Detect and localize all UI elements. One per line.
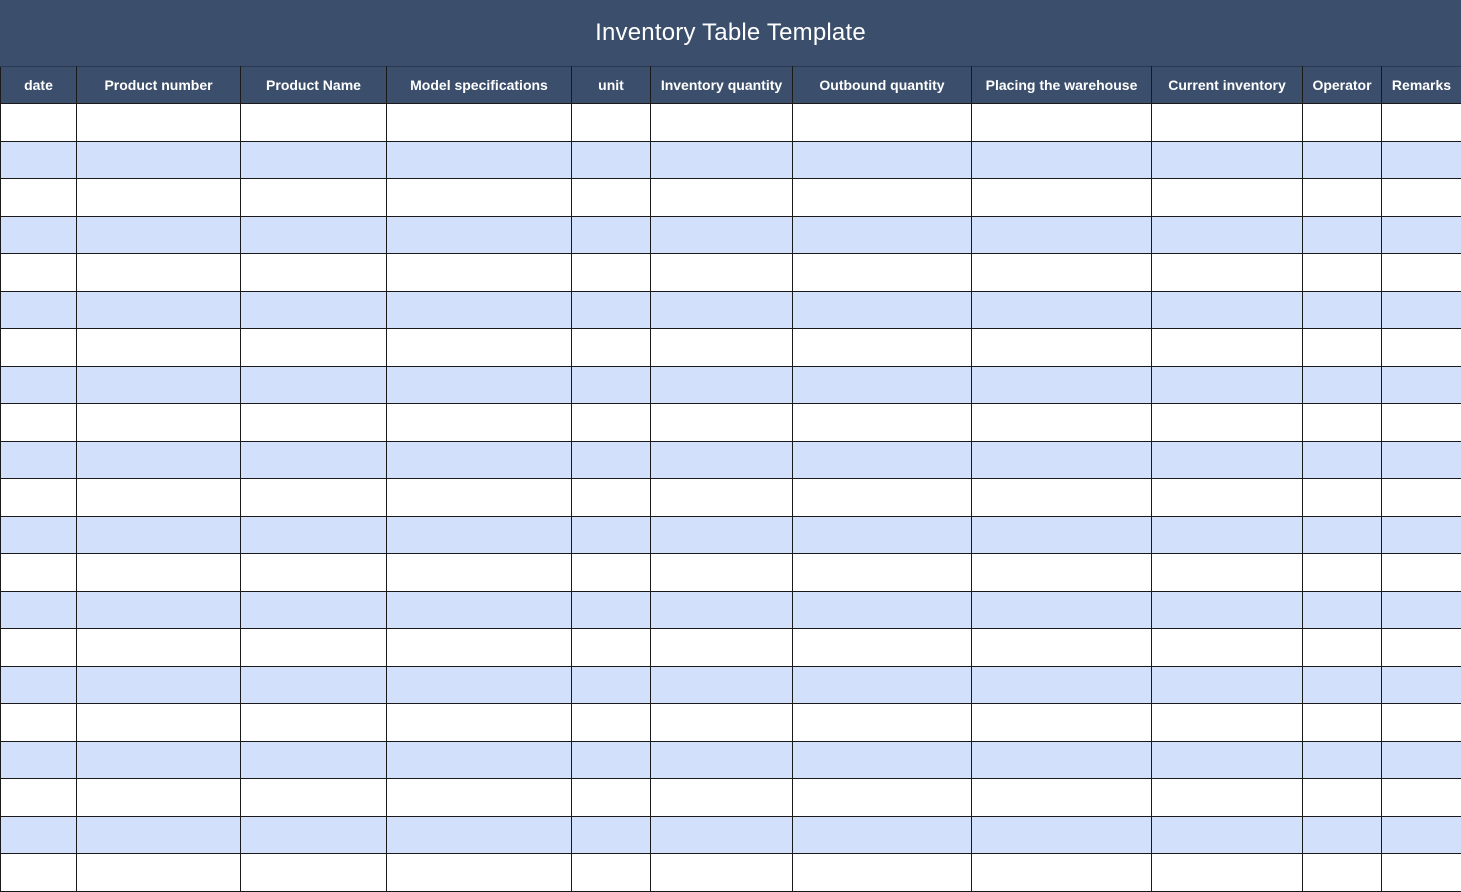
page-title: Inventory Table Template — [595, 19, 866, 47]
table-cell[interactable] — [387, 704, 572, 742]
table-row — [1, 441, 1461, 479]
table-cell[interactable] — [241, 629, 387, 667]
table-cell[interactable] — [1382, 854, 1461, 892]
table-cell[interactable] — [77, 254, 241, 292]
table-cell[interactable] — [572, 666, 651, 704]
table-cell[interactable] — [972, 591, 1152, 629]
table-cell[interactable] — [793, 404, 972, 442]
table-cell[interactable] — [1, 404, 77, 442]
table-cell[interactable] — [793, 479, 972, 517]
table-cell[interactable] — [241, 554, 387, 592]
table-cell[interactable] — [572, 591, 651, 629]
table-cell[interactable] — [1382, 779, 1461, 817]
table-cell[interactable] — [793, 554, 972, 592]
table-cell[interactable] — [387, 104, 572, 142]
table-cell[interactable] — [387, 666, 572, 704]
table-cell[interactable] — [972, 516, 1152, 554]
table-cell[interactable] — [1382, 591, 1461, 629]
table-cell[interactable] — [572, 179, 651, 217]
table-row — [1, 291, 1461, 329]
table-row — [1, 254, 1461, 292]
table-cell[interactable] — [972, 254, 1152, 292]
table-cell[interactable] — [1303, 291, 1382, 329]
table-cell[interactable] — [572, 291, 651, 329]
table-cell[interactable] — [651, 741, 793, 779]
table-cell[interactable] — [651, 816, 793, 854]
table-cell[interactable] — [972, 179, 1152, 217]
table-cell[interactable] — [1, 779, 77, 817]
table-cell[interactable] — [241, 816, 387, 854]
column-header-current-inventory: Current inventory — [1152, 67, 1303, 104]
table-cell[interactable] — [1382, 704, 1461, 742]
table-cell[interactable] — [1152, 291, 1303, 329]
table-cell[interactable] — [77, 366, 241, 404]
table-cell[interactable] — [1303, 816, 1382, 854]
table-cell[interactable] — [1382, 366, 1461, 404]
table-cell[interactable] — [651, 179, 793, 217]
table-cell[interactable] — [972, 329, 1152, 367]
table-cell[interactable] — [651, 366, 793, 404]
table-cell[interactable] — [387, 479, 572, 517]
table-cell[interactable] — [972, 104, 1152, 142]
title-bar — [0, 0, 1461, 66]
table-cell[interactable] — [1382, 516, 1461, 554]
table-cell[interactable] — [1, 216, 77, 254]
table-cell[interactable] — [241, 179, 387, 217]
table-cell[interactable] — [241, 104, 387, 142]
table-cell[interactable] — [241, 591, 387, 629]
table-cell[interactable] — [572, 479, 651, 517]
table-cell[interactable] — [1152, 591, 1303, 629]
table-header-row — [1, 67, 1461, 104]
table-cell[interactable] — [1303, 629, 1382, 667]
table-cell[interactable] — [1382, 254, 1461, 292]
table-cell[interactable] — [1303, 704, 1382, 742]
table-cell[interactable] — [241, 779, 387, 817]
table-cell[interactable] — [387, 629, 572, 667]
table-cell[interactable] — [572, 441, 651, 479]
table-cell[interactable] — [651, 516, 793, 554]
table-cell[interactable] — [241, 666, 387, 704]
table-cell[interactable] — [1303, 666, 1382, 704]
table-cell[interactable] — [1303, 366, 1382, 404]
inventory-table — [0, 66, 1461, 892]
table-cell[interactable] — [972, 666, 1152, 704]
table-row — [1, 741, 1461, 779]
column-header-operator: Operator — [1303, 67, 1382, 104]
table-cell[interactable] — [572, 629, 651, 667]
column-header-unit: unit — [572, 67, 651, 104]
column-header-product-name: Product Name — [241, 67, 387, 104]
table-cell[interactable] — [1, 141, 77, 179]
table-cell[interactable] — [387, 216, 572, 254]
table-cell[interactable] — [651, 629, 793, 667]
table-row — [1, 666, 1461, 704]
table-cell[interactable] — [387, 741, 572, 779]
table-cell[interactable] — [1152, 816, 1303, 854]
table-row — [1, 516, 1461, 554]
table-row — [1, 554, 1461, 592]
table-cell[interactable] — [387, 441, 572, 479]
table-row — [1, 404, 1461, 442]
table-cell[interactable] — [1152, 704, 1303, 742]
table-cell[interactable] — [1152, 254, 1303, 292]
table-cell[interactable] — [387, 554, 572, 592]
table-cell[interactable] — [241, 366, 387, 404]
table-row — [1, 329, 1461, 367]
table-cell[interactable] — [1, 104, 77, 142]
table-cell[interactable] — [77, 216, 241, 254]
table-cell[interactable] — [77, 441, 241, 479]
table-cell[interactable] — [387, 254, 572, 292]
table-cell[interactable] — [572, 404, 651, 442]
table-cell[interactable] — [77, 629, 241, 667]
table-cell[interactable] — [77, 554, 241, 592]
table-cell[interactable] — [1303, 179, 1382, 217]
table-cell[interactable] — [972, 629, 1152, 667]
table-cell[interactable] — [651, 104, 793, 142]
table-cell[interactable] — [1303, 779, 1382, 817]
table-row — [1, 141, 1461, 179]
table-cell[interactable] — [972, 141, 1152, 179]
table-cell[interactable] — [387, 141, 572, 179]
table-cell[interactable] — [793, 104, 972, 142]
table-cell[interactable] — [651, 591, 793, 629]
table-cell[interactable] — [793, 629, 972, 667]
table-cell[interactable] — [793, 141, 972, 179]
table-cell[interactable] — [651, 666, 793, 704]
table-cell[interactable] — [1, 516, 77, 554]
table-cell[interactable] — [1303, 479, 1382, 517]
table-cell[interactable] — [1152, 441, 1303, 479]
table-cell[interactable] — [1, 666, 77, 704]
table-cell[interactable] — [572, 216, 651, 254]
table-body — [1, 104, 1461, 892]
table-cell[interactable] — [972, 216, 1152, 254]
table-cell[interactable] — [1303, 104, 1382, 142]
table-cell[interactable] — [77, 516, 241, 554]
table-cell[interactable] — [1303, 591, 1382, 629]
table-cell[interactable] — [972, 854, 1152, 892]
table-cell[interactable] — [1152, 479, 1303, 517]
table-cell[interactable] — [651, 441, 793, 479]
table-cell[interactable] — [1, 479, 77, 517]
table-cell[interactable] — [1382, 554, 1461, 592]
table-cell[interactable] — [241, 741, 387, 779]
table-cell[interactable] — [572, 554, 651, 592]
table-cell[interactable] — [1303, 216, 1382, 254]
table-cell[interactable] — [387, 516, 572, 554]
column-header-inventory-quantity: Inventory quantity — [651, 67, 793, 104]
table-cell[interactable] — [1382, 441, 1461, 479]
table-cell[interactable] — [1, 254, 77, 292]
table-cell[interactable] — [793, 216, 972, 254]
table-cell[interactable] — [651, 254, 793, 292]
table-cell[interactable] — [1382, 479, 1461, 517]
table-row — [1, 179, 1461, 217]
table-cell[interactable] — [387, 854, 572, 892]
table-cell[interactable] — [651, 479, 793, 517]
table-row — [1, 779, 1461, 817]
table-row — [1, 479, 1461, 517]
table-cell[interactable] — [1, 854, 77, 892]
table-cell[interactable] — [387, 816, 572, 854]
table-cell[interactable] — [387, 291, 572, 329]
table-cell[interactable] — [77, 179, 241, 217]
column-header-remarks: Remarks — [1382, 67, 1461, 104]
table-cell[interactable] — [1382, 179, 1461, 217]
table-cell[interactable] — [241, 516, 387, 554]
table-cell[interactable] — [793, 329, 972, 367]
table-cell[interactable] — [1303, 254, 1382, 292]
table-cell[interactable] — [1303, 329, 1382, 367]
table-row — [1, 854, 1461, 892]
table-cell[interactable] — [1152, 554, 1303, 592]
table-cell[interactable] — [77, 104, 241, 142]
table-cell[interactable] — [793, 179, 972, 217]
table-cell[interactable] — [387, 329, 572, 367]
table-cell[interactable] — [77, 291, 241, 329]
table-cell[interactable] — [1382, 629, 1461, 667]
table-row — [1, 104, 1461, 142]
table-cell[interactable] — [793, 779, 972, 817]
table-cell[interactable] — [1382, 141, 1461, 179]
table-cell[interactable] — [972, 404, 1152, 442]
table-cell[interactable] — [972, 479, 1152, 517]
table-cell[interactable] — [241, 854, 387, 892]
table-cell[interactable] — [77, 329, 241, 367]
table-cell[interactable] — [972, 554, 1152, 592]
table-cell[interactable] — [1, 591, 77, 629]
table-cell[interactable] — [77, 141, 241, 179]
table-cell[interactable] — [77, 591, 241, 629]
table-cell[interactable] — [651, 329, 793, 367]
table-cell[interactable] — [572, 854, 651, 892]
table-cell[interactable] — [972, 704, 1152, 742]
table-cell[interactable] — [572, 779, 651, 817]
table-cell[interactable] — [793, 591, 972, 629]
table-cell[interactable] — [1, 291, 77, 329]
table-cell[interactable] — [1303, 554, 1382, 592]
table-cell[interactable] — [793, 441, 972, 479]
table-cell[interactable] — [793, 291, 972, 329]
table-cell[interactable] — [77, 741, 241, 779]
table-cell[interactable] — [77, 816, 241, 854]
table-cell[interactable] — [1303, 141, 1382, 179]
table-cell[interactable] — [972, 816, 1152, 854]
table-cell[interactable] — [387, 366, 572, 404]
table-cell[interactable] — [572, 704, 651, 742]
table-cell[interactable] — [1382, 104, 1461, 142]
table-cell[interactable] — [387, 404, 572, 442]
table-cell[interactable] — [1303, 516, 1382, 554]
table-cell[interactable] — [1382, 741, 1461, 779]
table-cell[interactable] — [1152, 666, 1303, 704]
table-cell[interactable] — [241, 404, 387, 442]
table-cell[interactable] — [1, 741, 77, 779]
table-cell[interactable] — [572, 741, 651, 779]
table-cell[interactable] — [1152, 854, 1303, 892]
table-cell[interactable] — [651, 141, 793, 179]
table-cell[interactable] — [1382, 216, 1461, 254]
table-cell[interactable] — [77, 404, 241, 442]
table-cell[interactable] — [1, 554, 77, 592]
table-row — [1, 629, 1461, 667]
table-cell[interactable] — [387, 591, 572, 629]
table-cell[interactable] — [972, 741, 1152, 779]
column-header-date: date — [1, 67, 77, 104]
table-cell[interactable] — [387, 779, 572, 817]
table-cell[interactable] — [1, 366, 77, 404]
table-cell[interactable] — [572, 329, 651, 367]
table-cell[interactable] — [1, 441, 77, 479]
table-cell[interactable] — [1152, 629, 1303, 667]
table-cell[interactable] — [1382, 816, 1461, 854]
table-cell[interactable] — [651, 216, 793, 254]
table-cell[interactable] — [241, 479, 387, 517]
table-cell[interactable] — [1, 816, 77, 854]
table-cell[interactable] — [1152, 404, 1303, 442]
table-cell[interactable] — [241, 254, 387, 292]
table-cell[interactable] — [572, 104, 651, 142]
table-cell[interactable] — [1303, 404, 1382, 442]
table-cell[interactable] — [572, 366, 651, 404]
table-cell[interactable] — [972, 779, 1152, 817]
table-cell[interactable] — [1303, 741, 1382, 779]
table-cell[interactable] — [572, 254, 651, 292]
column-header-outbound-quantity: Outbound quantity — [793, 67, 972, 104]
table-cell[interactable] — [1152, 366, 1303, 404]
table-cell[interactable] — [1152, 104, 1303, 142]
table-cell[interactable] — [651, 779, 793, 817]
table-cell[interactable] — [241, 704, 387, 742]
table-cell[interactable] — [77, 666, 241, 704]
table-cell[interactable] — [793, 816, 972, 854]
table-cell[interactable] — [1303, 441, 1382, 479]
table-cell[interactable] — [793, 854, 972, 892]
table-cell[interactable] — [793, 516, 972, 554]
table-cell[interactable] — [793, 254, 972, 292]
table-cell[interactable] — [572, 141, 651, 179]
table-row — [1, 704, 1461, 742]
table-row — [1, 216, 1461, 254]
table-cell[interactable] — [241, 141, 387, 179]
table-cell[interactable] — [572, 816, 651, 854]
table-cell[interactable] — [572, 516, 651, 554]
table-cell[interactable] — [241, 329, 387, 367]
table-cell[interactable] — [1382, 404, 1461, 442]
table-cell[interactable] — [241, 216, 387, 254]
table-cell[interactable] — [1303, 854, 1382, 892]
table-cell[interactable] — [77, 704, 241, 742]
table-cell[interactable] — [793, 704, 972, 742]
table-cell[interactable] — [1152, 329, 1303, 367]
table-cell[interactable] — [972, 441, 1152, 479]
table-cell[interactable] — [387, 179, 572, 217]
table-cell[interactable] — [1152, 779, 1303, 817]
table-cell[interactable] — [1152, 741, 1303, 779]
table-cell[interactable] — [1152, 141, 1303, 179]
table-cell[interactable] — [241, 441, 387, 479]
table-cell[interactable] — [1, 704, 77, 742]
column-header-product-number: Product number — [77, 67, 241, 104]
column-header-placing-the-warehouse: Placing the warehouse — [972, 67, 1152, 104]
table-cell[interactable] — [77, 779, 241, 817]
table-cell[interactable] — [77, 479, 241, 517]
table-cell[interactable] — [793, 741, 972, 779]
table-cell[interactable] — [651, 404, 793, 442]
table-cell[interactable] — [793, 666, 972, 704]
table-cell[interactable] — [1, 629, 77, 667]
table-cell[interactable] — [1382, 291, 1461, 329]
table-cell[interactable] — [651, 554, 793, 592]
table-cell[interactable] — [972, 291, 1152, 329]
table-cell[interactable] — [651, 854, 793, 892]
table-cell[interactable] — [793, 366, 972, 404]
table-cell[interactable] — [77, 854, 241, 892]
column-header-model-specifications: Model specifications — [387, 67, 572, 104]
table-cell[interactable] — [241, 291, 387, 329]
table-cell[interactable] — [651, 291, 793, 329]
table-cell[interactable] — [972, 366, 1152, 404]
table-row — [1, 816, 1461, 854]
table-cell[interactable] — [1382, 329, 1461, 367]
table-row — [1, 591, 1461, 629]
table-cell[interactable] — [1152, 179, 1303, 217]
table-cell[interactable] — [1, 329, 77, 367]
table-cell[interactable] — [1, 179, 77, 217]
table-cell[interactable] — [651, 704, 793, 742]
table-cell[interactable] — [1152, 216, 1303, 254]
table-row — [1, 366, 1461, 404]
table-cell[interactable] — [1382, 666, 1461, 704]
table-cell[interactable] — [1152, 516, 1303, 554]
